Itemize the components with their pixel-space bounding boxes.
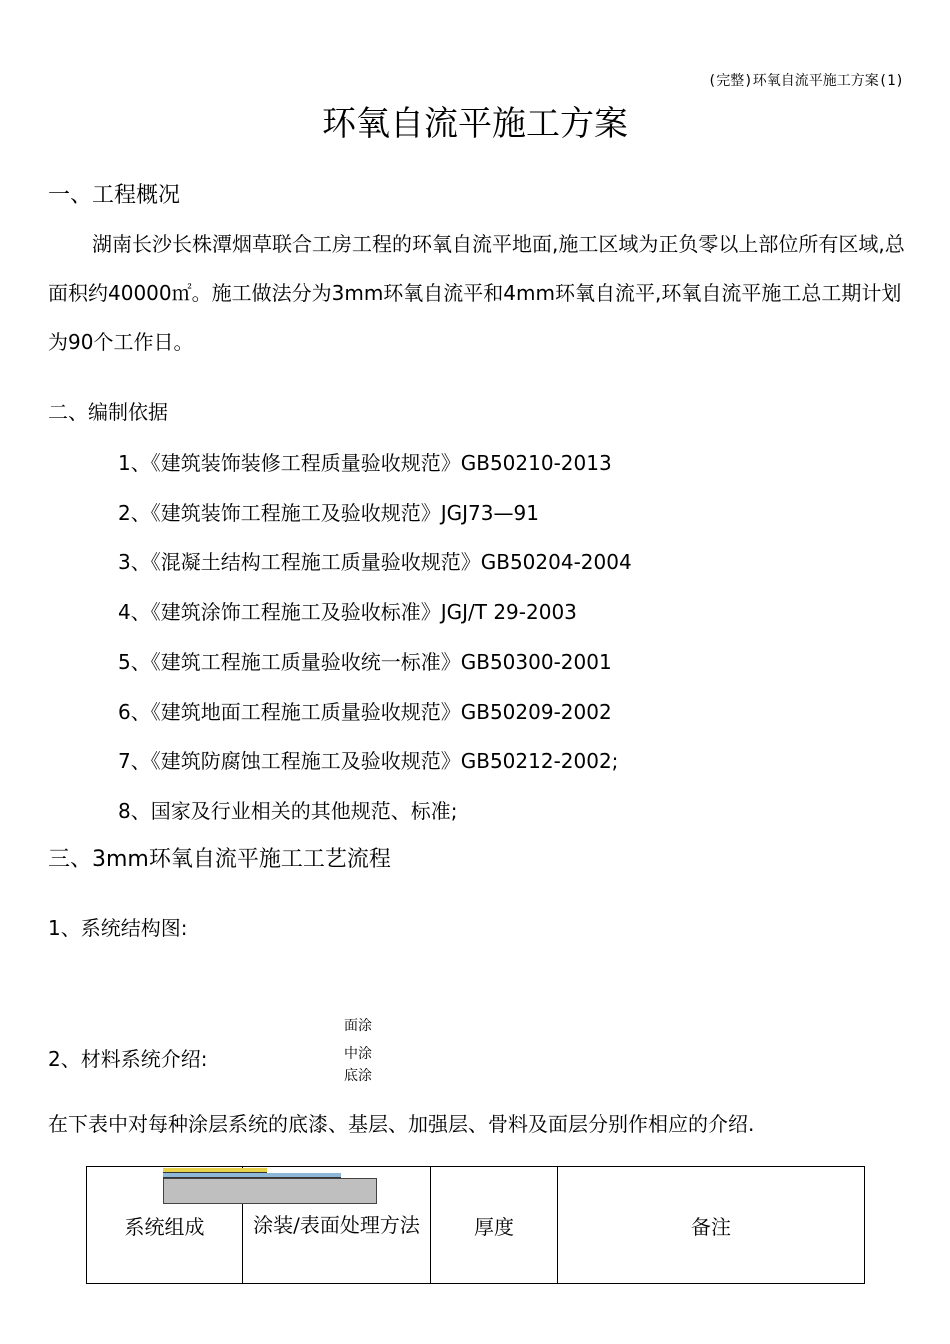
table-intro: 在下表中对每种涂层系统的底漆、基层、加强层、骨料及面层分别作相应的介绍. bbox=[48, 1112, 755, 1136]
col-system-composition: 系统组成 bbox=[87, 1167, 243, 1284]
col-remarks: 备注 bbox=[558, 1167, 865, 1284]
structure-diagram-label: 1、系统结构图: bbox=[48, 916, 188, 940]
layer-label-base: 底涂 bbox=[344, 1068, 372, 1084]
section2-heading: 二、编制依据 bbox=[48, 400, 168, 424]
material-system-label: 2、材料系统介绍: bbox=[48, 1047, 208, 1071]
section1-paragraph-text: 湖南长沙长株潭烟草联合工房工程的环氧自流平地面,施工区域为正负零以上部位所有区域,总面积约40000㎡。施工做法分为3mm环氧自流平和4mm环氧自流平,环氧自流平施工总工期计划为90个工作日。 bbox=[48, 232, 905, 354]
reference-item: 6、《建筑地面工程施工质量验收规范》GB50209-2002 bbox=[118, 700, 612, 724]
base-coat-layer bbox=[163, 1178, 377, 1204]
reference-item: 7、《建筑防腐蚀工程施工及验收规范》GB50212-2002; bbox=[118, 749, 619, 773]
layer-label-middle: 中涂 bbox=[344, 1046, 372, 1062]
section3-heading: 三、3mm环氧自流平施工工艺流程 bbox=[48, 847, 391, 872]
reference-item: 4、《建筑涂饰工程施工及验收标准》JGJ/T 29-2003 bbox=[118, 600, 577, 624]
reference-item: 1、《建筑装饰装修工程质量验收规范》GB50210-2013 bbox=[118, 451, 612, 475]
section1-heading: 一、工程概况 bbox=[48, 183, 181, 208]
layer-label-top: 面涂 bbox=[344, 1018, 372, 1034]
document-title: 环氧自流平施工方案 bbox=[322, 104, 628, 144]
col-coating-method: 涂装/表面处理方法 bbox=[243, 1167, 431, 1284]
reference-item: 5、《建筑工程施工质量验收统一标准》GB50300-2001 bbox=[118, 650, 612, 674]
reference-item: 3、《混凝土结构工程施工质量验收规范》GB50204-2004 bbox=[118, 550, 632, 574]
layer-structure-diagram bbox=[163, 1168, 377, 1204]
page-header: (完整)环氧自流平施工方案(1) bbox=[707, 73, 904, 89]
section1-paragraph bbox=[48, 220, 906, 367]
col-thickness: 厚度 bbox=[431, 1167, 558, 1284]
reference-item: 2、《建筑装饰工程施工及验收规范》JGJ73—91 bbox=[118, 501, 539, 525]
reference-item: 8、国家及行业相关的其他规范、标准; bbox=[118, 799, 458, 823]
